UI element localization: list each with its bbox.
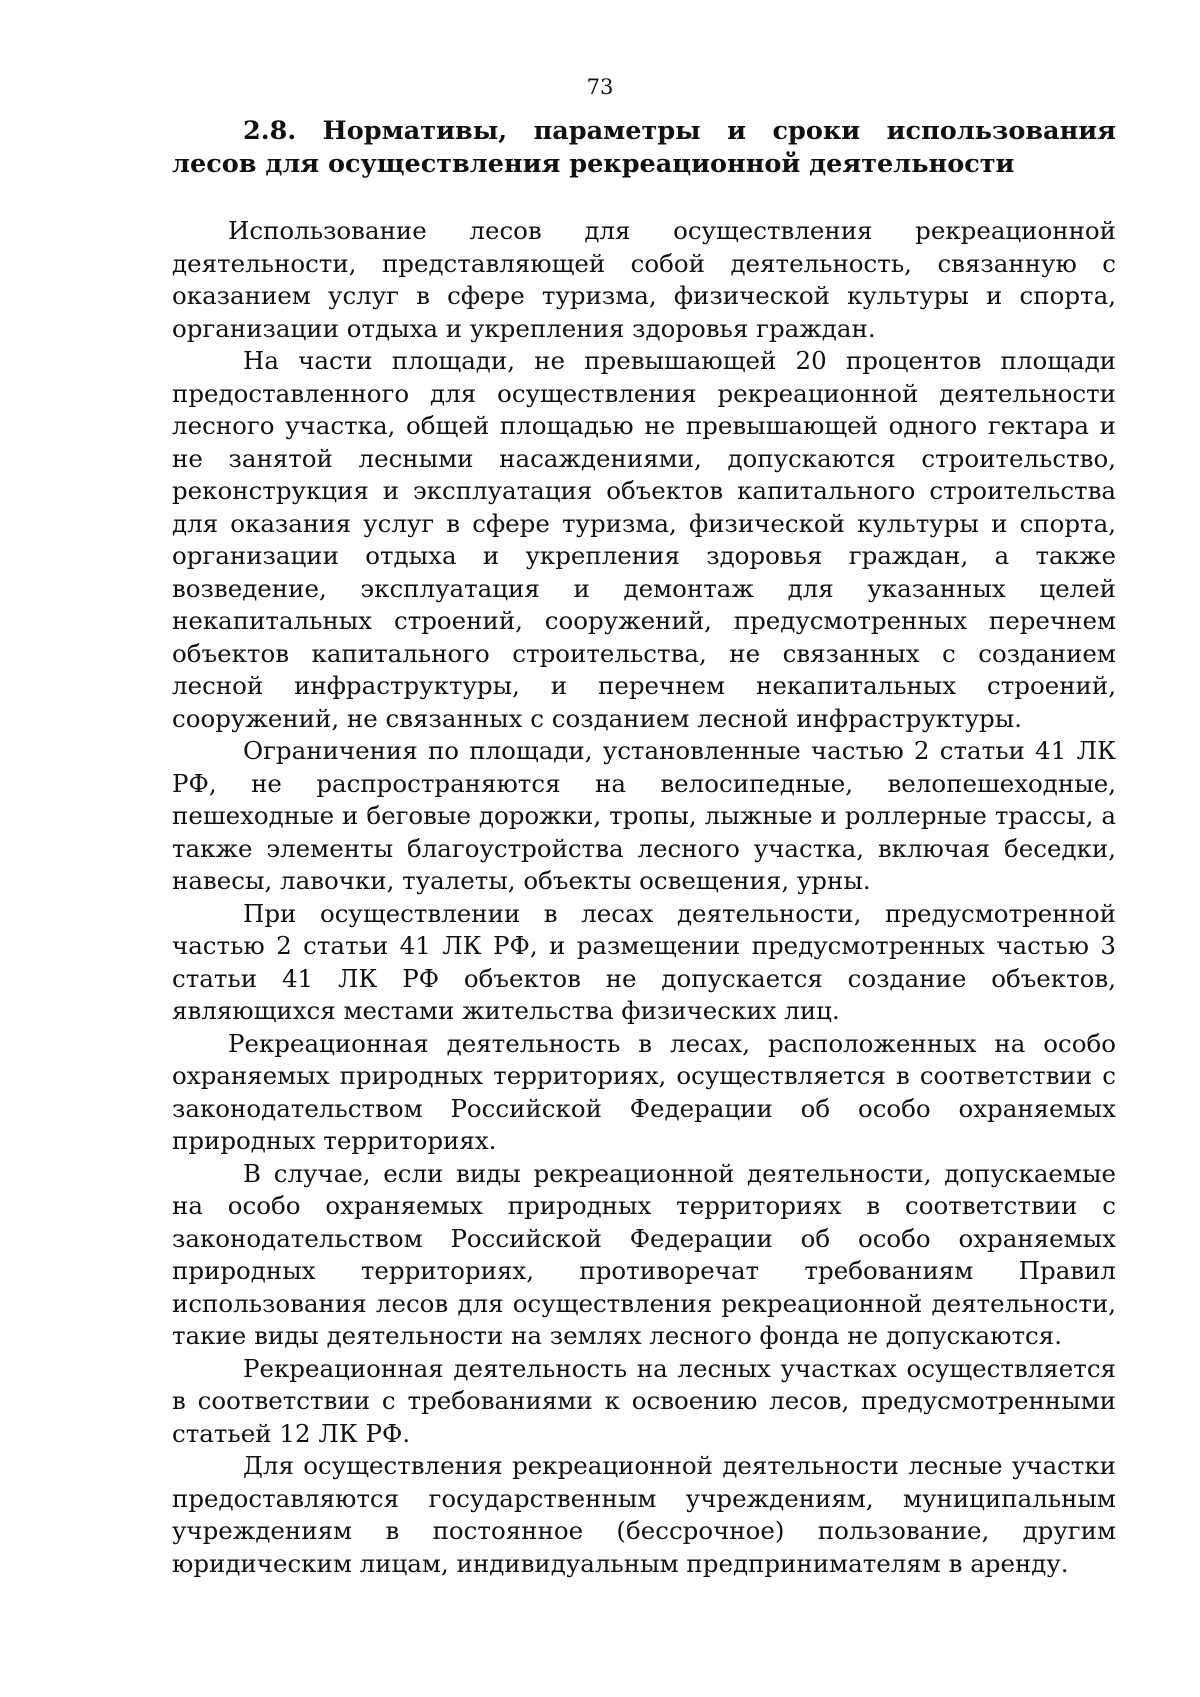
paragraph-7: Рекреационная деятельность на лесных участках осуществляется в соответствии с требованиями к освоению лесов, предусмотренными статьей 12 ЛК РФ. bbox=[172, 1353, 1116, 1448]
page-number: 73 bbox=[586, 75, 614, 99]
paragraph-8: Для осуществления рекреационной деятельности лесные участки предоставляются государственным учреждениям, муниципальным учреждениям в постоянное (бессрочное) пользование, другим юридическим лицам, индивидуальным предпринимателям в аренду. bbox=[172, 1451, 1116, 1578]
paragraph-4: При осуществлении в лесах деятельности, предусмотренной частью 2 статьи 41 ЛК РФ, и размещении предусмотренных частью 3 статьи 41 ЛК РФ объектов не допускается создание объектов, являющихся местами жительства физических лиц. bbox=[172, 898, 1116, 1025]
section-body bbox=[172, 115, 1116, 1580]
paragraph-2: На части площади, не превышающей 20 процентов площади предоставленного для осуществления рекреационной деятельности лесного участка, общей площадью не превышающей одного гектара и не занятой лесными насаждениями, допускаются строительство, реконструкция и эксплуатация объектов капитального строительства для оказания услуг в сфере туризма, физической культуры и спорта, организации отдыха и укрепления здоровья граждан, а также возведение, эксплуатация и демонтаж для указанных целей некапитальных строений, сооружений, предусмотренных перечнем объектов капитального строительства, не связанных с созданием лесной инфраструктуры, и перечнем некапитальных строений, сооружений, не связанных с созданием лесной инфраструктуры. bbox=[172, 346, 1116, 733]
section-heading: 2.8. Нормативы, параметры и сроки использования лесов для осуществления рекреационной деятельности bbox=[172, 116, 1116, 179]
paragraph-6: В случае, если виды рекреационной деятельности, допускаемые на особо охраняемых природных территориях в соответствии с законодательством Российской Федерации об особо охраняемых природных территориях, противоречат требованиям Правил использования лесов для осуществления рекреационной деятельности, такие виды деятельности на землях лесного фонда не допускаются. bbox=[172, 1158, 1116, 1350]
paragraph-1: Использование лесов для осуществления рекреационной деятельности, представляющей собой деятельность, связанную с оказанием услуг в сфере туризма, физической культуры и спорта, организации отдыха и укрепления здоровья граждан. bbox=[172, 216, 1116, 343]
paragraph-5: Рекреационная деятельность в лесах, расположенных на особо охраняемых природных территориях, осуществляется в соответствии с законодательством Российской Федерации об особо охраняемых природных территориях. bbox=[172, 1028, 1116, 1155]
paragraph-3: Ограничения по площади, установленные частью 2 статьи 41 ЛК РФ, не распространяются на велосипедные, велопешеходные, пешеходные и беговые дорожки, тропы, лыжные и роллерные трассы, а также элементы благоустройства лесного участка, включая беседки, навесы, лавочки, туалеты, объекты освещения, урны. bbox=[172, 736, 1116, 895]
